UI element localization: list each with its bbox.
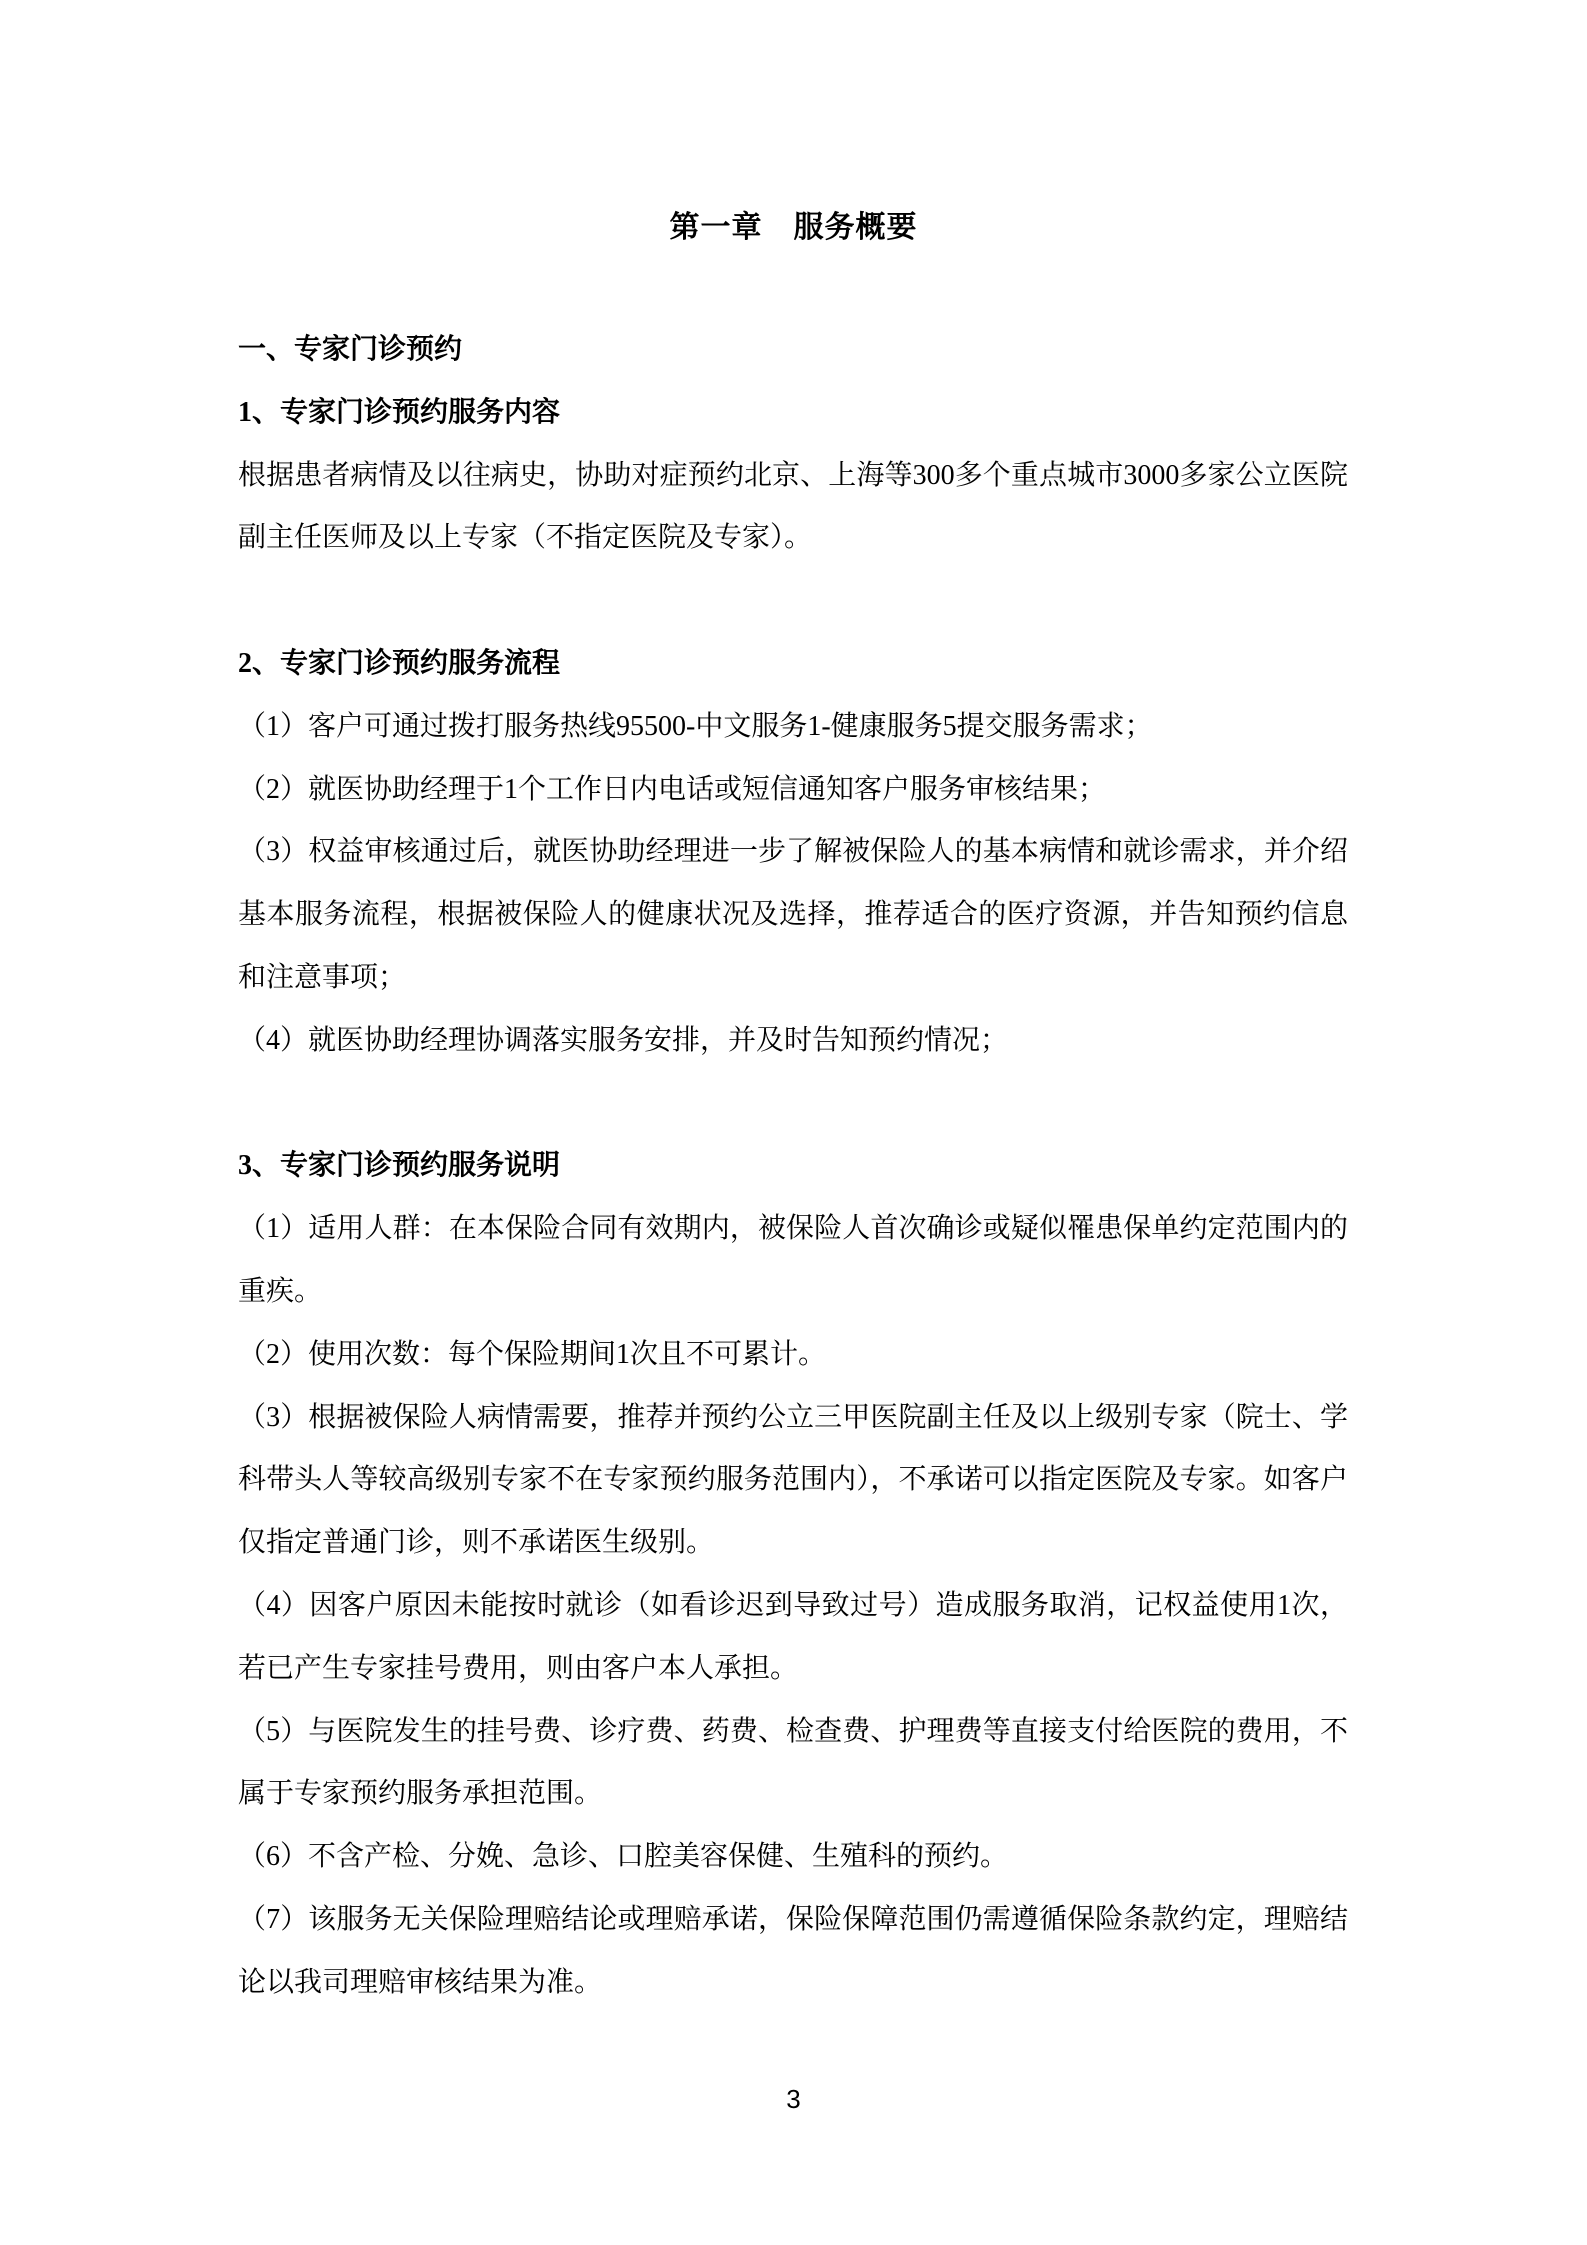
document-body bbox=[238, 319, 1348, 2015]
sub3-item-3: （3）根据被保险人病情需要，推荐并预约公立三甲医院副主任及以上级别专家（院士、学科带头人等较高级别专家不在专家预约服务范围内），不承诺可以指定医院及专家。如客户仅指定普通门诊，则不承诺医生级别。 bbox=[238, 1401, 1348, 1559]
sub3-item-2: （2）使用次数：每个保险期间1次且不可累计。 bbox=[238, 1338, 827, 1370]
sub1-paragraph: 根据患者病情及以往病史，协助对症预约北京、上海等300多个重点城市3000多家公立医院副主任医师及以上专家（不指定医院及专家）。 bbox=[238, 459, 1348, 554]
sub2-heading: 2、专家门诊预约服务流程 bbox=[238, 647, 561, 679]
sub2-item-3: （3）权益审核通过后，就医协助经理进一步了解被保险人的基本病情和就诊需求，并介绍基本服务流程，根据被保险人的健康状况及选择，推荐适合的医疗资源，并告知预约信息和注意事项； bbox=[238, 836, 1348, 993]
sub2-item-4: （4）就医协助经理协调落实服务安排，并及时告知预约情况； bbox=[238, 1024, 1009, 1056]
section1-heading: 一、专家门诊预约 bbox=[238, 334, 463, 365]
sub3-item-4: （4）因客户原因未能按时就诊（如看诊迟到导致过号）造成服务取消，记权益使用1次，若已产生专家挂号费用，则由客户本人承担。 bbox=[238, 1589, 1348, 1684]
sub2-item-2: （2）就医协助经理于1个工作日内电话或短信通知客户服务审核结果； bbox=[238, 773, 1107, 805]
sub2-item-1: （1）客户可通过拨打服务热线95500-中文服务1-健康服务5提交服务需求； bbox=[238, 710, 1153, 742]
chapter-title: 第一章 服务概要 bbox=[669, 211, 918, 244]
sub1-heading: 1、专家门诊预约服务内容 bbox=[238, 396, 561, 428]
sub3-heading: 3、专家门诊预约服务说明 bbox=[238, 1150, 561, 1182]
sub3-item-1: （1）适用人群：在本保险合同有效期内，被保险人首次确诊或疑似罹患保单约定范围内的重疾。 bbox=[238, 1213, 1348, 1307]
sub3-item-7: （7）该服务无关保险理赔结论或理赔承诺，保险保障范围仍需遵循保险条款约定，理赔结论以我司理赔审核结果为准。 bbox=[238, 1903, 1348, 1998]
sub3-item-6: （6）不含产检、分娩、急诊、口腔美容保健、生殖科的预约。 bbox=[238, 1841, 1009, 1873]
page-number: 3 bbox=[786, 2084, 801, 2114]
sub3-item-5: （5）与医院发生的挂号费、诊疗费、药费、检查费、护理费等直接支付给医院的费用，不属于专家预约服务承担范围。 bbox=[238, 1715, 1348, 1810]
